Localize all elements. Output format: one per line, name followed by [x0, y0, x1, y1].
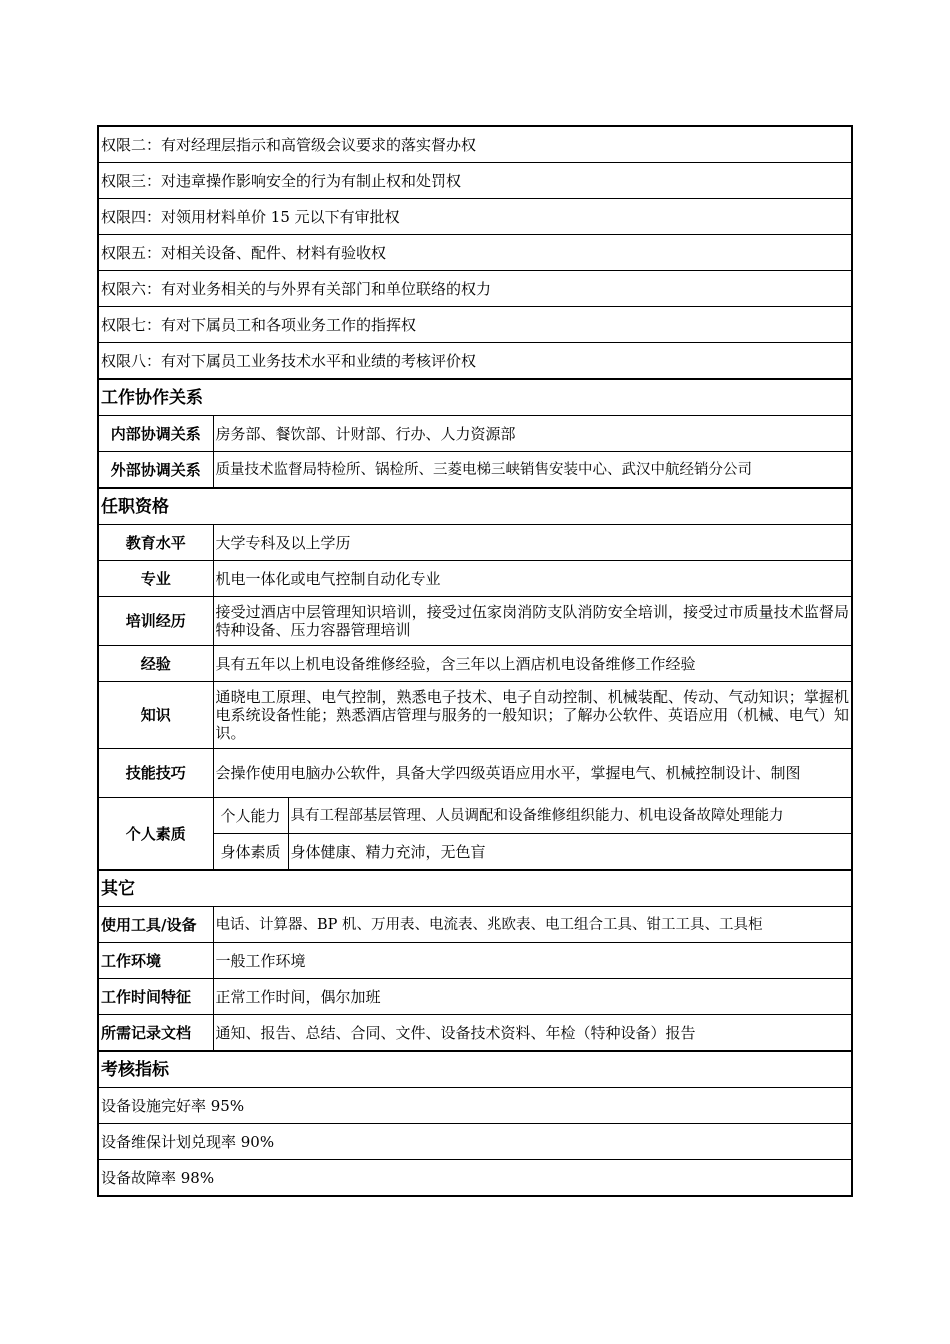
- skills-label: 技能技巧: [98, 749, 213, 798]
- training-value: 接受过酒店中层管理知识培训，接受过伍家岗消防支队消防安全培训，接受过市质量技术监督局特种设备、压力容器管理培训: [213, 597, 852, 646]
- env-value: 一般工作环境: [213, 943, 852, 979]
- authority-row: [98, 307, 852, 343]
- authority-row: [98, 271, 852, 307]
- authority-7: 权限七：有对下属员工和各项业务工作的指挥权: [98, 307, 852, 343]
- tools-value: 电话、计算器、BP 机、万用表、电流表、兆欧表、电工组合工具、钳工工具、工具柜: [213, 907, 852, 943]
- section-row: [98, 1051, 852, 1088]
- major-value: 机电一体化或电气控制自动化专业: [213, 561, 852, 597]
- kpi-heading: 考核指标: [98, 1051, 852, 1088]
- training-label: 培训经历: [98, 597, 213, 646]
- docs-label: 所需记录文档: [98, 1015, 213, 1052]
- authority-row: [98, 235, 852, 271]
- authority-row: [98, 126, 852, 163]
- kpi-row: [98, 1160, 852, 1197]
- collaboration-heading: 工作协作关系: [98, 379, 852, 416]
- internal-row: [98, 416, 852, 452]
- docs-row: [98, 1015, 852, 1052]
- env-row: [98, 943, 852, 979]
- authority-3: 权限三：对违章操作影响安全的行为有制止权和处罚权: [98, 163, 852, 199]
- external-row: [98, 452, 852, 489]
- authority-row: [98, 343, 852, 380]
- experience-row: [98, 646, 852, 682]
- internal-label: 内部协调关系: [98, 416, 213, 452]
- section-row: [98, 379, 852, 416]
- physical-label: 身体素质: [213, 834, 288, 871]
- qualifications-heading: 任职资格: [98, 488, 852, 525]
- ability-row: [98, 798, 852, 834]
- internal-value: 房务部、餐饮部、计财部、行办、人力资源部: [213, 416, 852, 452]
- other-heading: 其它: [98, 870, 852, 907]
- external-label: 外部协调关系: [98, 452, 213, 489]
- authority-row: [98, 163, 852, 199]
- authority-2: 权限二：有对经理层指示和高管级会议要求的落实督办权: [98, 126, 852, 163]
- authority-6: 权限六：有对业务相关的与外界有关部门和单位联络的权力: [98, 271, 852, 307]
- tools-label: 使用工具/设备: [98, 907, 213, 943]
- tools-row: [98, 907, 852, 943]
- kpi-item: 设备故障率 98%: [98, 1160, 852, 1197]
- kpi-item: 设备设施完好率 95%: [98, 1088, 852, 1124]
- experience-label: 经验: [98, 646, 213, 682]
- authority-4: 权限四：对领用材料单价 15 元以下有审批权: [98, 199, 852, 235]
- section-row: [98, 870, 852, 907]
- time-row: [98, 979, 852, 1015]
- kpi-row: [98, 1088, 852, 1124]
- skills-value: 会操作使用电脑办公软件，具备大学四级英语应用水平，掌握电气、机械控制设计、制图: [213, 749, 852, 798]
- authority-8: 权限八：有对下属员工业务技术水平和业绩的考核评价权: [98, 343, 852, 380]
- external-value: 质量技术监督局特检所、锅检所、三菱电梯三峡销售安装中心、武汉中航经销分公司: [213, 452, 852, 489]
- time-value: 正常工作时间，偶尔加班: [213, 979, 852, 1015]
- kpi-row: [98, 1124, 852, 1160]
- experience-value: 具有五年以上机电设备维修经验，含三年以上酒店机电设备维修工作经验: [213, 646, 852, 682]
- major-label: 专业: [98, 561, 213, 597]
- section-row: [98, 488, 852, 525]
- education-row: [98, 525, 852, 561]
- knowledge-row: [98, 682, 852, 749]
- knowledge-label: 知识: [98, 682, 213, 749]
- ability-value: 具有工程部基层管理、人员调配和设备维修组织能力、机电设备故障处理能力: [288, 798, 852, 834]
- kpi-item: 设备维保计划兑现率 90%: [98, 1124, 852, 1160]
- physical-value: 身体健康、精力充沛，无色盲: [288, 834, 852, 871]
- education-label: 教育水平: [98, 525, 213, 561]
- education-value: 大学专科及以上学历: [213, 525, 852, 561]
- job-description-table: [97, 125, 853, 1197]
- time-label: 工作时间特征: [98, 979, 213, 1015]
- knowledge-value: 通晓电工原理、电气控制，熟悉电子技术、电子自动控制、机械装配、传动、气动知识；掌握机电系统设备性能；熟悉酒店管理与服务的一般知识；了解办公软件、英语应用（机械、电气）知识。: [213, 682, 852, 749]
- env-label: 工作环境: [98, 943, 213, 979]
- training-row: [98, 597, 852, 646]
- docs-value: 通知、报告、总结、合同、文件、设备技术资料、年检（特种设备）报告: [213, 1015, 852, 1052]
- personal-label: 个人素质: [98, 798, 213, 871]
- major-row: [98, 561, 852, 597]
- ability-label: 个人能力: [213, 798, 288, 834]
- skills-row: [98, 749, 852, 798]
- authority-row: [98, 199, 852, 235]
- authority-5: 权限五：对相关设备、配件、材料有验收权: [98, 235, 852, 271]
